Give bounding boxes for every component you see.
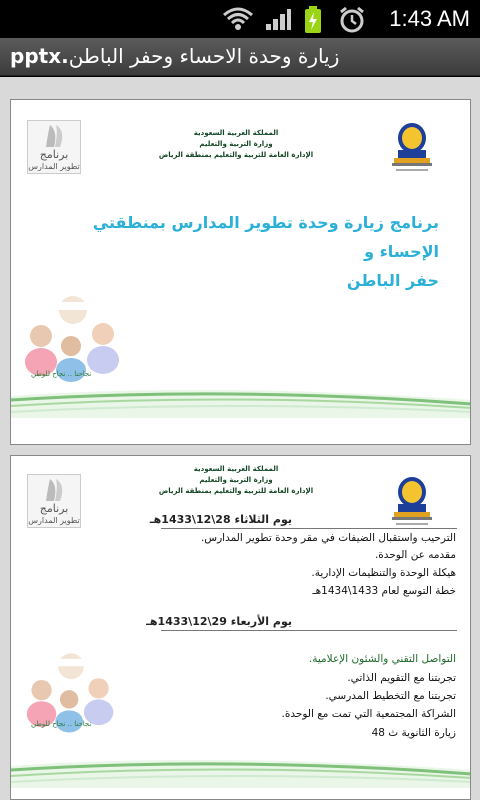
slide-title-line1: برنامج زيارة وحدة تطوير المدارس بمنطقتي الإحساء و [92,213,439,261]
header-line3: الإدارة العامة للتربية والتعليم بمنطقة الرياض [158,151,314,159]
title-bar [0,38,480,76]
motto: نجاحنا .. نجاح للوطن [31,720,92,728]
program-logo-line1: برنامج [39,148,69,161]
signal-icon [264,6,292,32]
day1-item-4: خطة التوسع لعام 1433\1434هـ [312,585,456,597]
program-logo-line2: تطوير المدارس [28,516,80,525]
header-line2: وزارة التربية والتعليم [199,140,273,148]
header-line1: المملكة العربية السعودية [193,129,279,137]
ministry-emblem-icon [388,120,436,176]
day1-item-1: الترحيب واستقبال الضيفات في مقر وحدة تطوير المدارس. [200,532,456,544]
header-line1: المملكة العربية السعودية [193,465,279,473]
slide-title-line2: حفر الباطن [346,271,439,290]
day2-item-1: التواصل التقني والشئون الإعلامية. [308,653,456,665]
slides-viewer[interactable] [0,77,480,800]
header-line2: وزارة التربية والتعليم [199,476,273,484]
header-line3: الإدارة العامة للتربية والتعليم بمنطقة الرياض [158,487,314,495]
program-logo-line1: برنامج [39,502,69,515]
book-icon [28,475,80,527]
day2-item-3: تجربتنا مع التخطيط المدرسي. [325,690,456,702]
day2-heading: يوم الأربعاء 29\12\1433هـ [146,615,292,628]
ministry-emblem-icon [388,474,436,530]
document-title [10,44,339,68]
slide-2[interactable] [10,455,471,800]
slide-header [131,128,341,161]
clock: 1:43 AM [389,6,470,31]
program-logo [27,120,81,174]
day2-underline [161,630,457,631]
status-bar [0,0,480,38]
day2-item-5: زيارة الثانوية ث 48 [371,727,456,739]
book-icon [28,121,80,173]
day2-item-2: تجربتنا مع التقويم الذاتي. [347,672,456,684]
slide-1[interactable] [10,99,471,445]
day1-underline [161,528,457,529]
alarm-icon [338,6,366,34]
file-name: زيارة وحدة الاحساء وحفر الباطن [68,44,340,68]
slide-header [131,464,341,497]
slide-title [51,208,439,295]
green-waves [11,748,471,788]
battery-charging-icon [304,6,322,34]
motto: نجاحنا .. نجاح للوطن [31,370,92,378]
day2-item-4: الشراكة المجتمعية التي تمت مع الوحدة. [281,708,456,720]
day1-item-2: مقدمه عن الوحدة. [374,549,456,561]
green-waves [11,378,471,418]
file-extension: pptx. [10,44,69,68]
program-logo-line2: تطوير المدارس [28,162,80,171]
wifi-icon [222,6,254,32]
program-logo [27,474,81,528]
day1-item-3: هيكلة الوحدة والتنظيمات الإدارية. [311,567,456,579]
day1-heading: يوم الثلاثاء 28\12\1433هـ [149,513,292,526]
